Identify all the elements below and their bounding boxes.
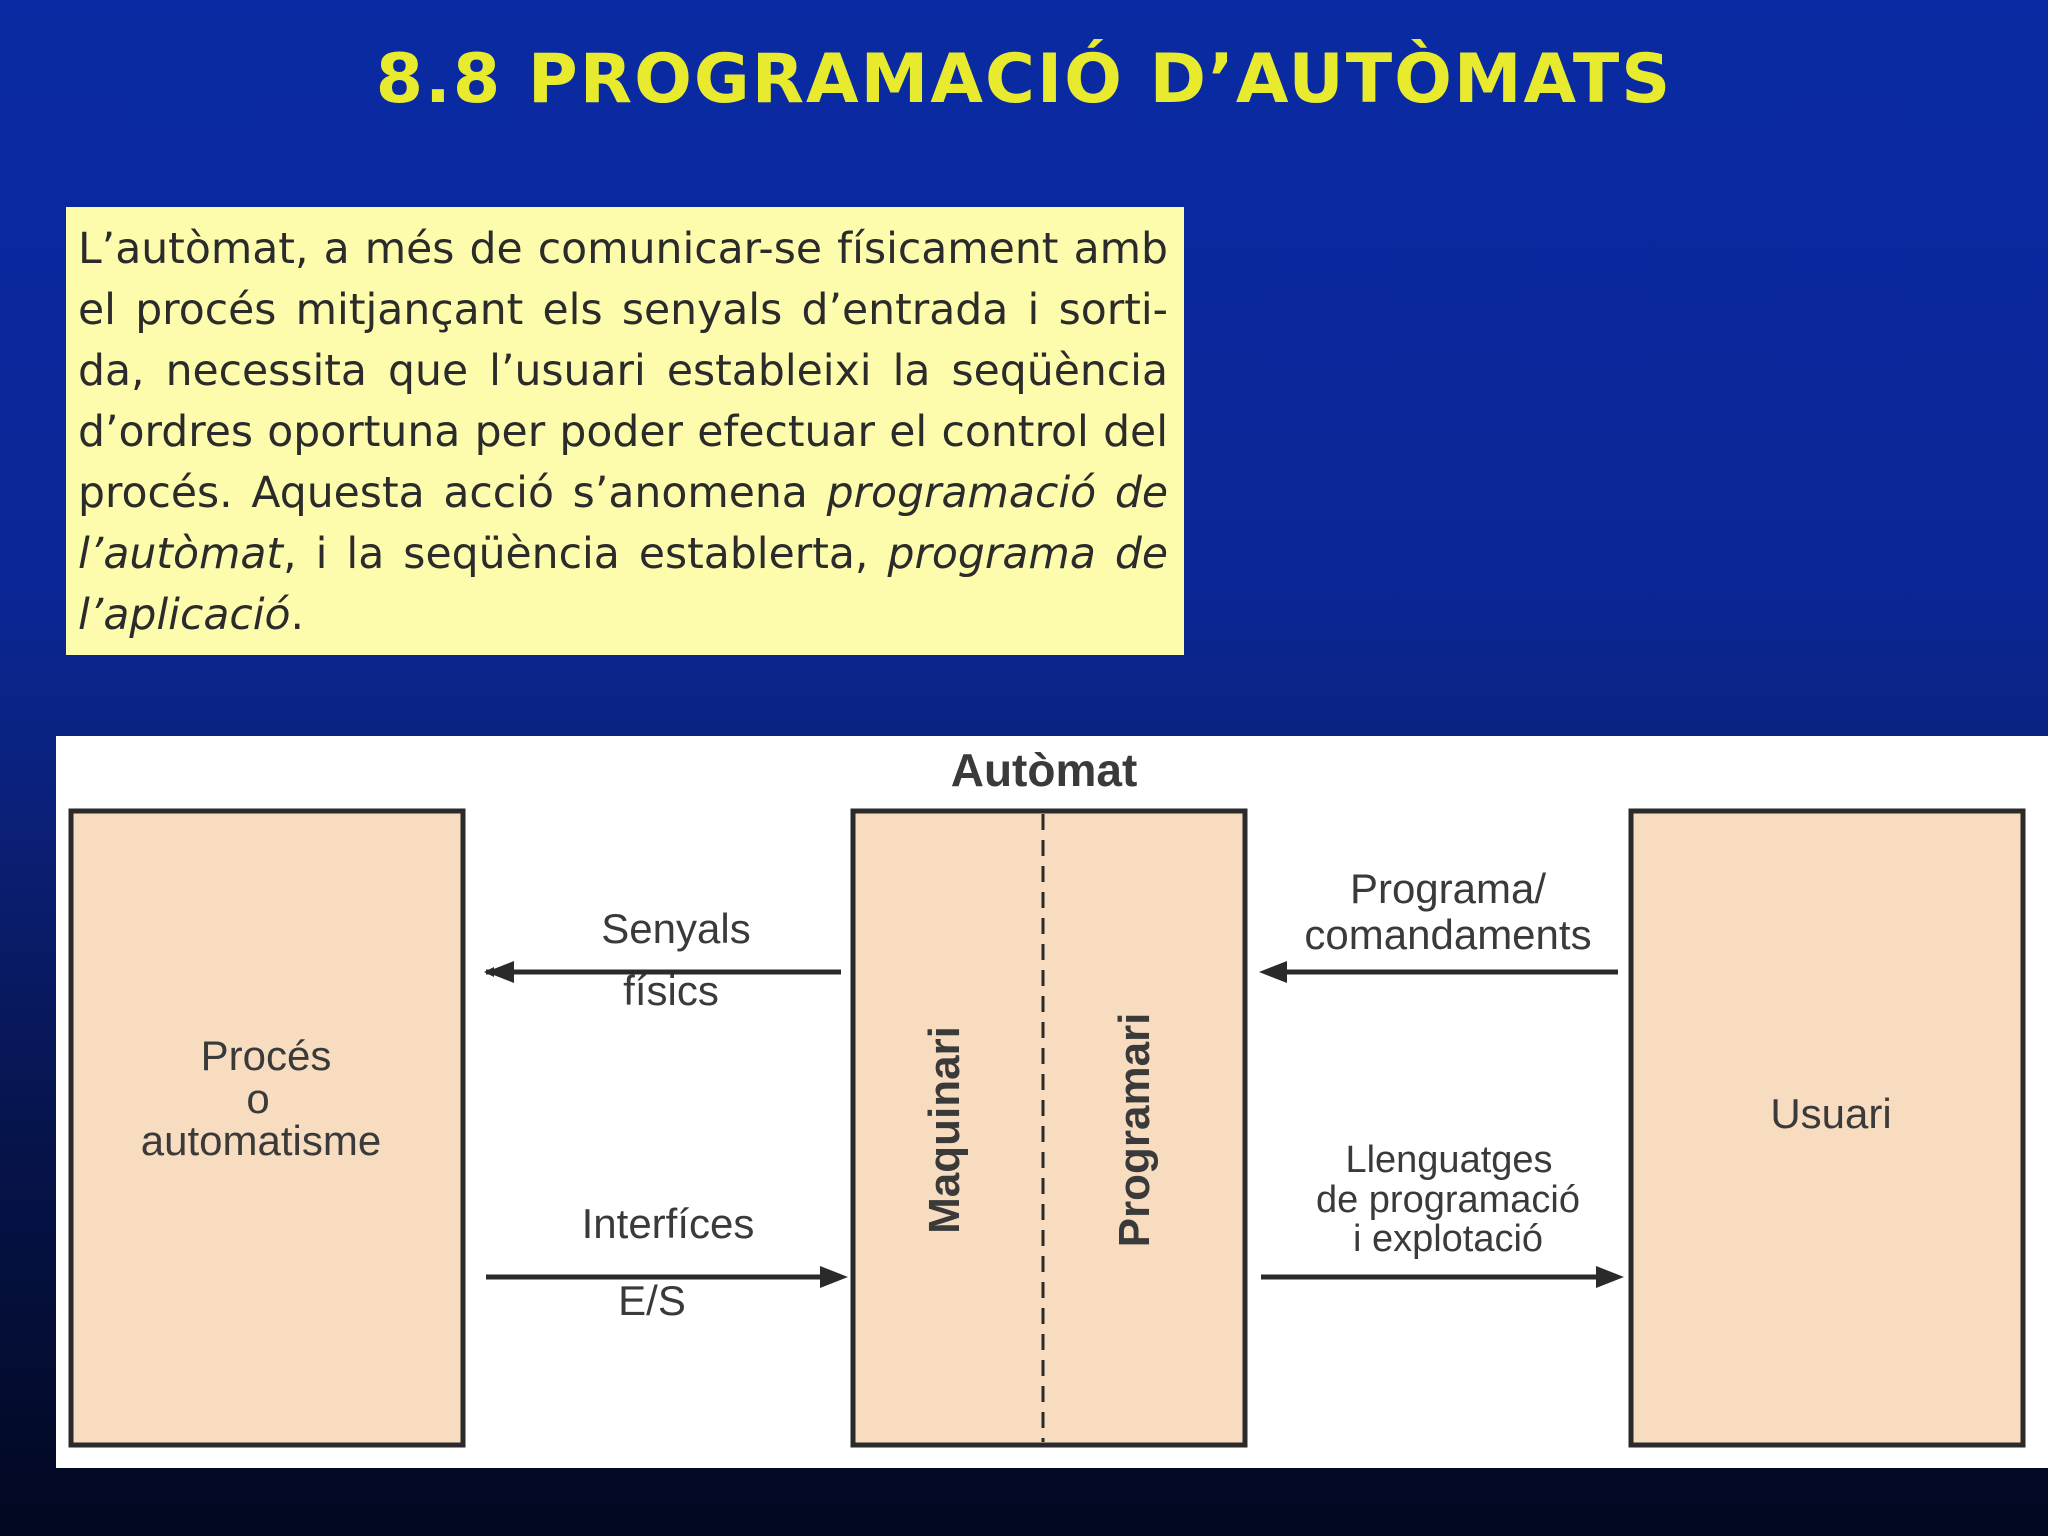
program-label-line2: comandaments <box>1304 911 1592 958</box>
process-label-line3: automatisme <box>140 1117 382 1164</box>
paragraph-text: . <box>290 591 305 640</box>
definition-paragraph <box>66 207 1184 655</box>
paragraph-line <box>78 463 1168 524</box>
interfaces-arrowhead-icon <box>820 1266 848 1288</box>
process-label-line1: Procés <box>200 1032 332 1079</box>
automat-box <box>853 811 1245 1445</box>
paragraph-line: d’ordres oportuna per poder efectuar el control del <box>78 408 1168 457</box>
signals-label-line1: Senyals <box>601 905 751 952</box>
paragraph-line: L’autòmat, a més de comunicar-se físicament amb <box>78 225 1168 274</box>
emphasis-term: l’aplicació <box>78 591 291 640</box>
languages-arrowhead-icon <box>1596 1266 1624 1288</box>
interfaces-label-line2: E/S <box>618 1277 686 1324</box>
paragraph-line <box>78 524 1168 585</box>
signals-arrowhead-icon <box>486 961 514 983</box>
user-label: Usuari <box>1770 1090 1892 1137</box>
software-label: Programari <box>1110 1012 1159 1248</box>
paragraph-line <box>78 585 1168 646</box>
hardware-label: Maquinari <box>920 1026 969 1234</box>
paragraph-line: el procés mitjançant els senyals d’entrada i sorti- <box>78 286 1168 335</box>
paragraph-text: , i la seqüència establerta, <box>283 530 888 579</box>
emphasis-term: programació de <box>826 469 1168 518</box>
slide-title: 8.8 PROGRAMACIÓ D’AUTÒMATS <box>375 40 1673 119</box>
languages-label-line2: de programació <box>1315 1179 1581 1221</box>
process-label-line2: o <box>246 1075 270 1122</box>
languages-label-line1: Llenguatges <box>1345 1139 1553 1181</box>
diagram-svg <box>56 736 2048 1468</box>
interfaces-label-line1: Interfíces <box>581 1200 755 1247</box>
emphasis-term: l’autòmat <box>78 530 284 579</box>
automat-diagram <box>56 736 2048 1468</box>
paragraph-text: procés. Aquesta acció s’anomena <box>78 469 827 518</box>
program-arrowhead-icon <box>1259 961 1287 983</box>
paragraph-line: da, necessita que l’usuari estableixi la seqüència <box>78 347 1168 396</box>
program-label-line1: Programa/ <box>1349 865 1547 912</box>
languages-label-line3: i explotació <box>1352 1218 1544 1260</box>
emphasis-term: programa de <box>887 530 1169 579</box>
signals-label-line2: físics <box>623 967 719 1014</box>
automat-title: Autòmat <box>950 744 1138 796</box>
